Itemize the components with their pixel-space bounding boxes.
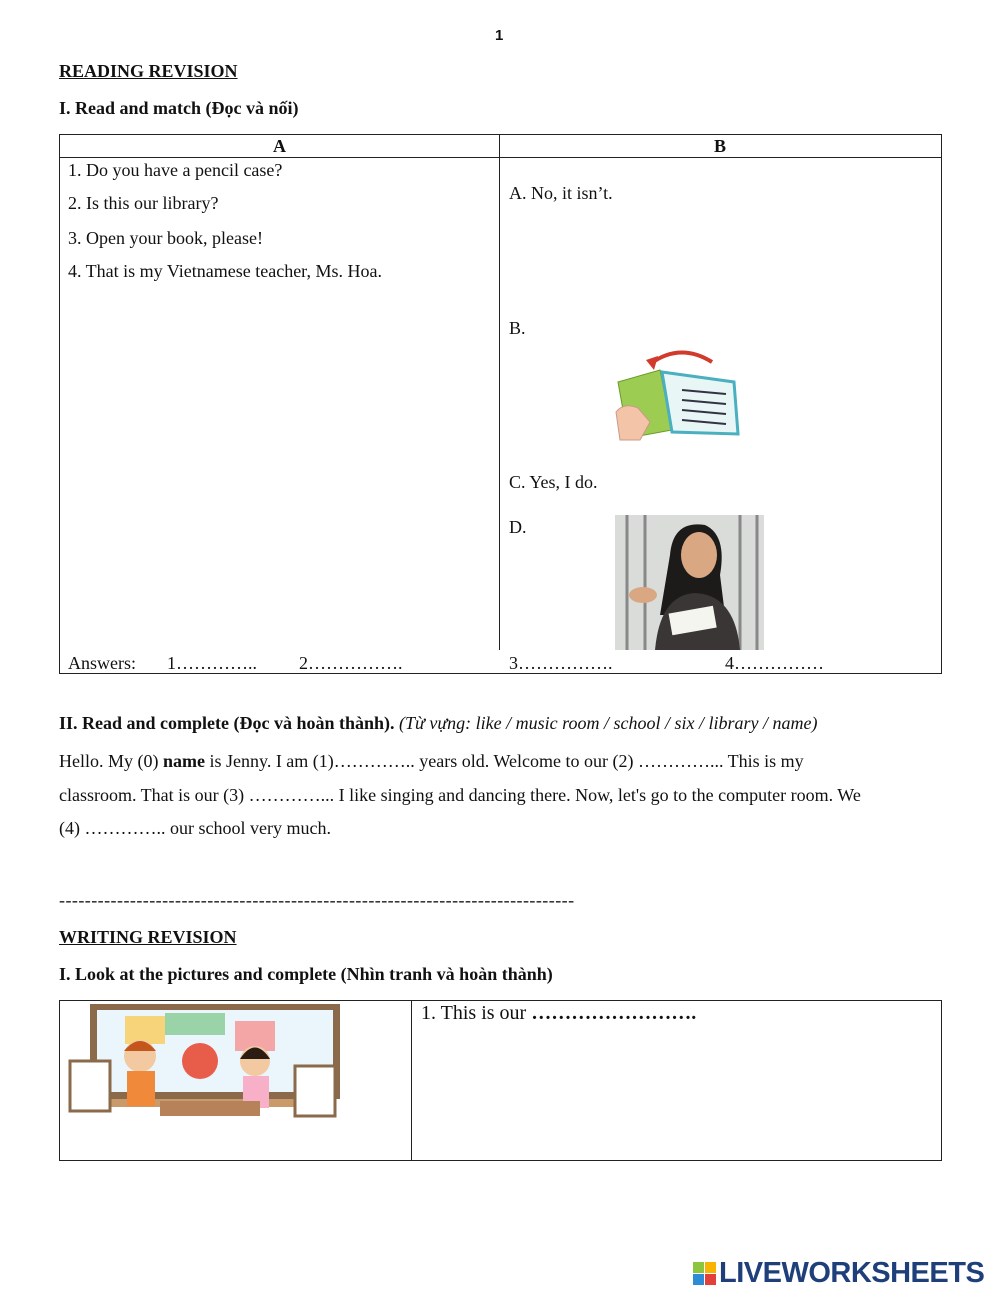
example-answer: name — [162, 751, 205, 771]
brand-name: LIVEWORKSHEETS — [719, 1257, 985, 1289]
answer-1[interactable]: 1………….. — [167, 653, 257, 673]
page-number: 1 — [495, 27, 504, 44]
option-b: B. — [509, 318, 526, 338]
answer-4[interactable]: 4…………… — [725, 653, 824, 673]
writing-part1-heading: I. Look at the pictures and complete (Nhìn tranh và hoàn thành) — [59, 964, 553, 984]
open-book-image — [610, 342, 742, 442]
option-d: D. — [509, 517, 527, 537]
reading-title: READING REVISION — [59, 61, 238, 81]
answer-2[interactable]: 2……………. — [299, 653, 403, 673]
writing-title: WRITING REVISION — [59, 927, 237, 947]
writing-item-1 — [421, 1002, 696, 1025]
item-blank[interactable]: ……………………. — [531, 1002, 697, 1024]
passage-text: Hello. My (0) — [59, 751, 163, 771]
option-a: A. No, it isn’t. — [509, 183, 613, 203]
passage-line-3: (4) ………….. our school very much. — [59, 818, 331, 838]
passage-line-1 — [59, 751, 804, 772]
question-4: 4. That is my Vietnamese teacher, Ms. Hoa. — [68, 261, 382, 281]
part2-vocab: (Từ vựng: like / music room / school / six / library / name) — [399, 713, 818, 733]
part2-heading-line — [59, 713, 817, 734]
part1-heading: I. Read and match (Đọc và nối) — [59, 98, 299, 118]
match-table — [59, 134, 942, 674]
art-classroom-image — [65, 1001, 343, 1141]
passage-line-2: classroom. That is our (3) …………... I like singing and dancing there. Now, let's go to the computer room. We — [59, 785, 861, 805]
answers-label: Answers: — [68, 653, 136, 673]
answer-3[interactable]: 3……………. — [509, 653, 613, 673]
part2-heading: II. Read and complete (Đọc và hoàn thành). — [59, 713, 395, 733]
section-separator: -------------------------------------------------------------------------------- — [59, 890, 575, 910]
teacher-photo — [615, 515, 764, 650]
option-c: C. Yes, I do. — [509, 472, 598, 492]
liveworksheets-logo — [693, 1257, 984, 1290]
logo-mark-icon — [693, 1262, 716, 1285]
question-3: 3. Open your book, please! — [68, 228, 263, 248]
column-b-header: B — [714, 136, 727, 156]
question-1: 1. Do you have a pencil case? — [68, 160, 283, 180]
passage-text: is Jenny. I am (1)………….. years old. Welcome to our (2) …………... This is my — [204, 751, 804, 771]
column-a-header: A — [273, 136, 286, 156]
question-2: 2. Is this our library? — [68, 193, 219, 213]
item-text: 1. This is our — [421, 1002, 532, 1024]
